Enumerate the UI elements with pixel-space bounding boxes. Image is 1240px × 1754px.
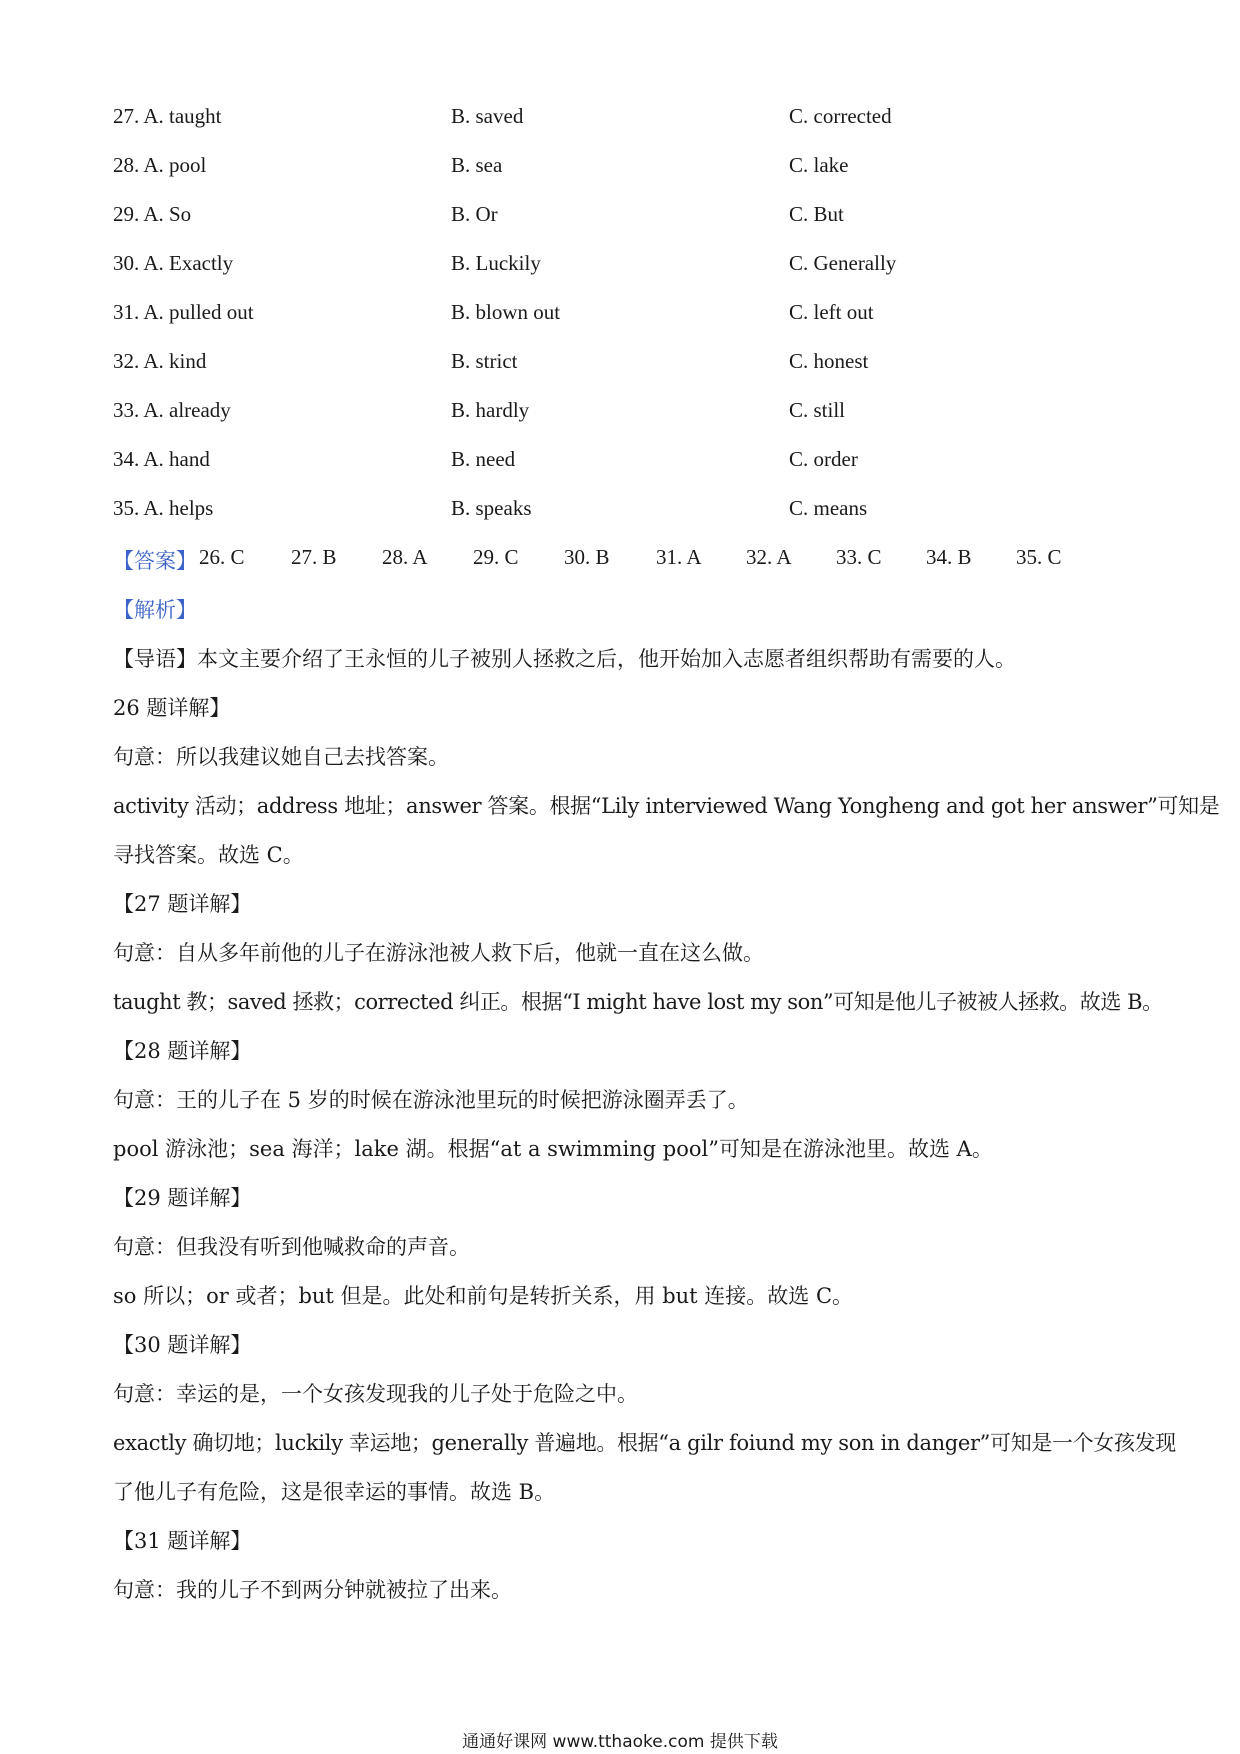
option-row-29 [113,202,1133,232]
option-b: B. strict [451,349,518,373]
option-b: B. blown out [451,300,561,324]
answer-row [113,545,1133,575]
option-c: C. Generally [789,251,897,275]
option-c: C. means [789,496,868,520]
option-a: 35. A. helps [113,496,214,520]
sentence-meaning: 句意：自从多年前他的儿子在游泳池被人救下后，他就一直在这么做。 [113,941,764,965]
option-a: 27. A. taught [113,104,222,128]
option-c: C. lake [789,153,849,177]
section-heading: 【31 题详解】 [113,1529,252,1553]
explanation-line: so 所以；or 或者；but 但是。此处和前句是转折关系，用 but 连接。故选 C。 [113,1284,854,1308]
option-b: B. saved [451,104,524,128]
option-b: B. Luckily [451,251,541,275]
section-heading: 26 题详解】 [113,696,231,720]
option-c: C. left out [789,300,874,324]
page-footer: 通通好课网 www.tthaoke.com 提供下载 [462,1732,778,1752]
answer-item: 26. C [199,545,245,569]
answer-item: 27. B [291,545,337,569]
option-a: 30. A. Exactly [113,251,234,275]
option-row-32 [113,349,1133,379]
section-heading: 【30 题详解】 [113,1333,252,1357]
option-row-27 [113,104,1133,134]
option-row-35 [113,496,1133,526]
section-heading: 【29 题详解】 [113,1186,252,1210]
explanation-line: 了他儿子有危险，这是很幸运的事情。故选 B。 [113,1480,556,1504]
option-c: C. honest [789,349,869,373]
option-row-34 [113,447,1133,477]
explanation-line: activity 活动；address 地址；answer 答案。根据“Lily interviewed Wang Yongheng and got her answer”可知是 [113,794,1220,818]
option-c: C. order [789,447,858,471]
option-a: 34. A. hand [113,447,210,471]
option-c: C. still [789,398,846,422]
explanation-line: exactly 确切地；luckily 幸运地；generally 普遍地。根据“a gilr foiund my son in danger”可知是一个女孩发现 [113,1431,1176,1455]
option-c: C. But [789,202,844,226]
option-a: 33. A. already [113,398,231,422]
option-b: B. speaks [451,496,532,520]
explanation-line: pool 游泳池；sea 海洋；lake 湖。根据“at a swimming pool”可知是在游泳池里。故选 A。 [113,1137,993,1161]
answer-item: 32. A [746,545,792,569]
option-row-33 [113,398,1133,428]
option-b: B. need [451,447,516,471]
option-c: C. corrected [789,104,892,128]
answer-item: 34. B [926,545,972,569]
sentence-meaning: 句意：我的儿子不到两分钟就被拉了出来。 [113,1578,512,1602]
option-a: 32. A. kind [113,349,207,373]
answer-item: 33. C [836,545,882,569]
answer-item: 35. C [1016,545,1062,569]
sentence-meaning: 句意：王的儿子在 5 岁的时候在游泳池里玩的时候把游泳圈弄丢了。 [113,1088,749,1112]
option-b: B. sea [451,153,503,177]
option-row-30 [113,251,1133,281]
option-a: 31. A. pulled out [113,300,254,324]
option-b: B. Or [451,202,498,226]
sentence-meaning: 句意：但我没有听到他喊救命的声音。 [113,1235,470,1259]
option-b: B. hardly [451,398,530,422]
answer-label: 【答案】 [113,549,197,573]
analysis-label: 【解析】 [113,598,197,622]
answer-item: 29. C [473,545,519,569]
section-heading: 【28 题详解】 [113,1039,252,1063]
explanation-line: taught 教；saved 拯救；corrected 纠正。根据“I might have lost my son”可知是他儿子被被人拯救。故选 B。 [113,990,1163,1014]
answer-item: 28. A [382,545,428,569]
explanation-line: 寻找答案。故选 C。 [113,843,304,867]
section-heading: 【27 题详解】 [113,892,252,916]
answer-item: 31. A [656,545,702,569]
sentence-meaning: 句意：所以我建议她自己去找答案。 [113,745,449,769]
answer-item: 30. B [564,545,610,569]
intro-line: 【导语】本文主要介绍了王永恒的儿子被别人拯救之后，他开始加入志愿者组织帮助有需要的人。 [113,647,1016,671]
option-row-31 [113,300,1133,330]
option-a: 28. A. pool [113,153,207,177]
sentence-meaning: 句意：幸运的是，一个女孩发现我的儿子处于危险之中。 [113,1382,638,1406]
option-row-28 [113,153,1133,183]
option-a: 29. A. So [113,202,192,226]
